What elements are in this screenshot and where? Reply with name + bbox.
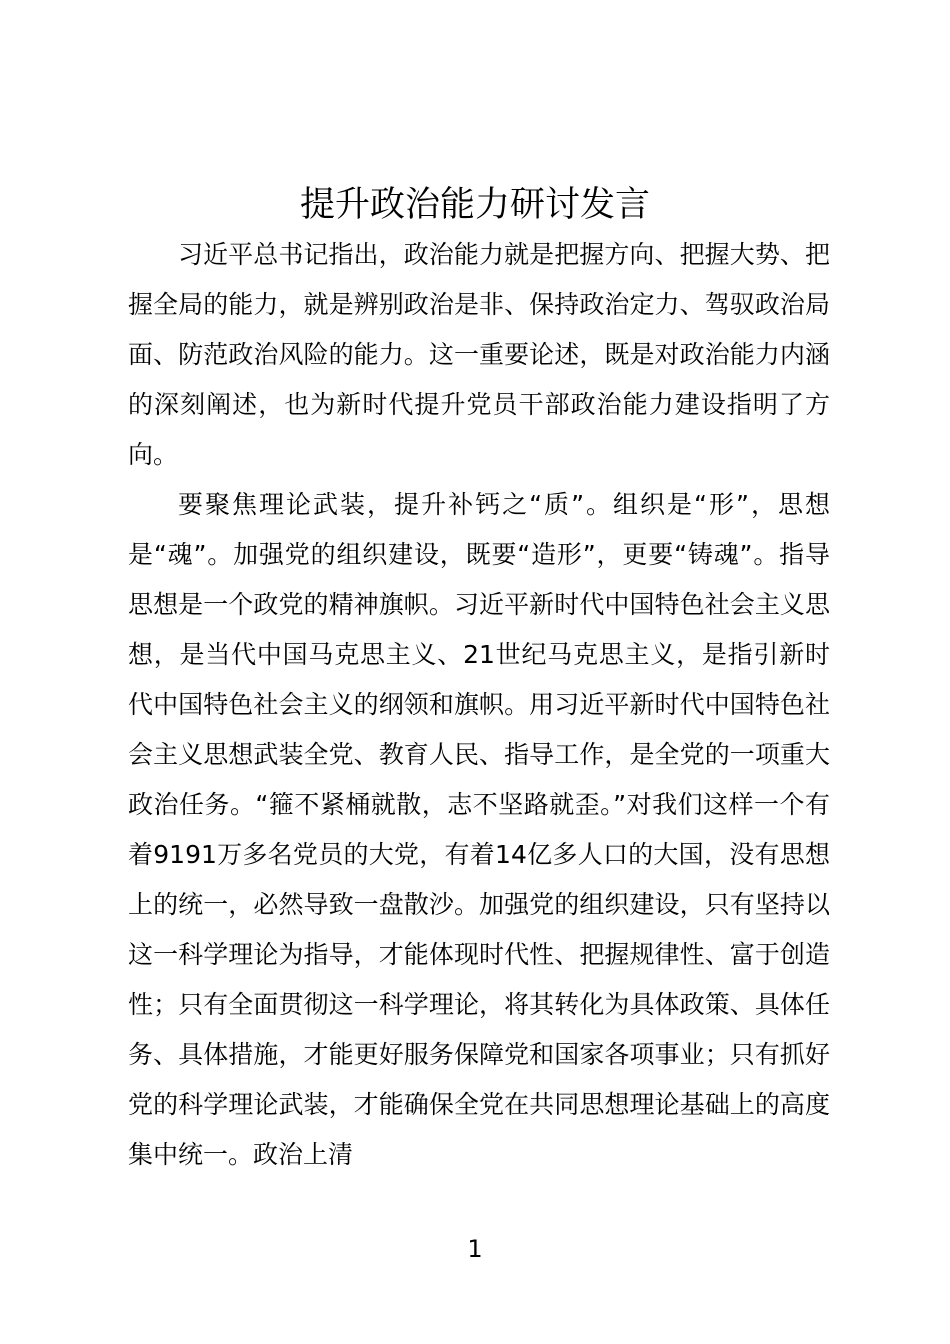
body-paragraph: 习近平总书记指出，政治能力就是把握方向、把握大势、把握全局的能力，就是辨别政治是非、保持政治定力、驾驭政治局面、防范政治风险的能力。这一重要论述，既是对政治能力内涵的深刻阐述，也为新时代提升党员干部政治能力建设指明了方向。: [128, 240, 830, 469]
document-title: 提升政治能力研讨发言: [299, 185, 650, 225]
body-paragraph: 要聚焦理论武装，提升补钙之“质”。组织是“形”，思想是“魂”。加强党的组织建设，既要“造形”，更要“铸魂”。指导思想是一个政党的精神旗帜。习近平新时代中国特色社会主义思想，是当代中国马克思主义、21世纪马克思主义，是指引新时代中国特色社会主义的纲领和旗帜。用习近平新时代中国特色社会主义思想武装全党、教育人民、指导工作，是全党的一项重大政治任务。“箍不紧桶就散，志不坚路就歪。”对我们这样一个有着9191万多名党员的大党，有着14亿多人口的大国，没有思想上的统一，必然导致一盘散沙。加强党的组织建设，只有坚持以这一科学理论为指导，才能体现时代性、把握规律性、富于创造性；只有全面贯彻这一科学理论，将其转化为具体政策、具体任务、具体措施，才能更好服务保障党和国家各项事业；只有抓好党的科学理论武装，才能确保全党在共同思想理论基础上的高度集中统一。政治上清: [128, 490, 830, 1169]
document-body: [128, 230, 830, 1180]
page-number: 1: [467, 1235, 483, 1263]
